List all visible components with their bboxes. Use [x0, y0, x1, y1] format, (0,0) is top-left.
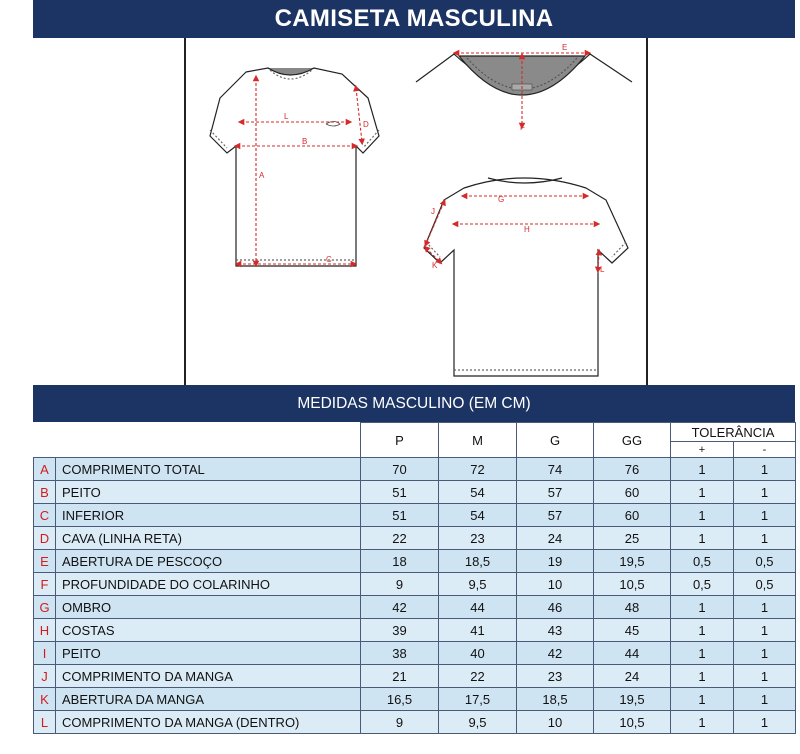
row-value-gg: 10,5: [594, 573, 671, 596]
table-row: [34, 665, 796, 688]
row-tolerance-minus: 1: [734, 596, 796, 619]
row-value-p: 70: [361, 458, 439, 481]
row-value-m: 22: [439, 665, 517, 688]
row-value-p: 38: [361, 642, 439, 665]
row-value-g: 24: [517, 527, 594, 550]
row-value-m: 44: [439, 596, 517, 619]
row-tolerance-plus: 1: [671, 527, 734, 550]
row-letter: G: [34, 596, 56, 619]
collar-detail-drawing: [416, 54, 632, 95]
row-tolerance-plus: 1: [671, 642, 734, 665]
row-tolerance-minus: 1: [734, 642, 796, 665]
row-value-p: 16,5: [361, 688, 439, 711]
row-value-p: 9: [361, 573, 439, 596]
back-label-j: J: [431, 207, 435, 216]
table-row: [34, 619, 796, 642]
row-value-m: 40: [439, 642, 517, 665]
measurements-table-body: [34, 458, 796, 734]
header-size-p: P: [361, 423, 439, 458]
front-tshirt-drawing: [210, 68, 379, 266]
table-row: [34, 596, 796, 619]
row-letter: D: [34, 527, 56, 550]
row-value-g: 10: [517, 711, 594, 734]
row-value-gg: 19,5: [594, 688, 671, 711]
row-tolerance-plus: 1: [671, 596, 734, 619]
row-value-p: 21: [361, 665, 439, 688]
row-value-gg: 45: [594, 619, 671, 642]
row-measure-name: COMPRIMENTO TOTAL: [56, 458, 361, 481]
row-value-gg: 19,5: [594, 550, 671, 573]
row-tolerance-plus: 1: [671, 688, 734, 711]
row-value-m: 54: [439, 481, 517, 504]
row-value-m: 72: [439, 458, 517, 481]
header-tolerance-minus: -: [734, 442, 796, 458]
row-measure-name: CAVA (LINHA RETA): [56, 527, 361, 550]
row-tolerance-minus: 1: [734, 665, 796, 688]
back-label-l: L: [600, 265, 605, 274]
row-value-g: 74: [517, 458, 594, 481]
row-value-g: 18,5: [517, 688, 594, 711]
page-title: CAMISETA MASCULINA: [33, 0, 795, 38]
row-tolerance-minus: 1: [734, 504, 796, 527]
row-value-gg: 10,5: [594, 711, 671, 734]
row-value-p: 51: [361, 481, 439, 504]
row-value-gg: 60: [594, 481, 671, 504]
front-label-d: D: [363, 120, 369, 129]
row-value-m: 54: [439, 504, 517, 527]
row-tolerance-plus: 0,5: [671, 573, 734, 596]
row-value-g: 10: [517, 573, 594, 596]
row-value-gg: 48: [594, 596, 671, 619]
row-tolerance-minus: 1: [734, 458, 796, 481]
row-tolerance-plus: 1: [671, 504, 734, 527]
table-row: [34, 481, 796, 504]
measurements-table: [33, 422, 796, 734]
row-value-m: 41: [439, 619, 517, 642]
row-measure-name: PROFUNDIDADE DO COLARINHO: [56, 573, 361, 596]
row-tolerance-plus: 1: [671, 665, 734, 688]
row-tolerance-plus: 1: [671, 711, 734, 734]
row-value-gg: 44: [594, 642, 671, 665]
row-letter: C: [34, 504, 56, 527]
front-label-b: B: [302, 137, 308, 146]
front-label-a: A: [259, 171, 265, 180]
header-size-m: M: [439, 423, 517, 458]
row-letter: A: [34, 458, 56, 481]
back-label-k: K: [432, 261, 438, 270]
row-measure-name: COMPRIMENTO DA MANGA (DENTRO): [56, 711, 361, 734]
row-value-p: 51: [361, 504, 439, 527]
header-size-gg: GG: [594, 423, 671, 458]
row-value-p: 9: [361, 711, 439, 734]
row-value-p: 42: [361, 596, 439, 619]
row-tolerance-plus: 1: [671, 481, 734, 504]
row-value-g: 57: [517, 504, 594, 527]
row-tolerance-plus: 1: [671, 619, 734, 642]
row-letter: F: [34, 573, 56, 596]
row-value-g: 19: [517, 550, 594, 573]
row-measure-name: COSTAS: [56, 619, 361, 642]
technical-drawing-panel: [184, 38, 648, 385]
table-row: [34, 642, 796, 665]
row-measure-name: PEITO: [56, 642, 361, 665]
header-tolerance-plus: +: [671, 442, 734, 458]
table-row: [34, 711, 796, 734]
row-measure-name: ABERTURA DA MANGA: [56, 688, 361, 711]
row-letter: I: [34, 642, 56, 665]
row-value-m: 9,5: [439, 573, 517, 596]
row-value-m: 9,5: [439, 711, 517, 734]
row-value-p: 22: [361, 527, 439, 550]
row-tolerance-minus: 1: [734, 711, 796, 734]
row-value-gg: 60: [594, 504, 671, 527]
row-value-g: 57: [517, 481, 594, 504]
row-measure-name: ABERTURA DE PESCOÇO: [56, 550, 361, 573]
row-tolerance-minus: 1: [734, 619, 796, 642]
header-tolerance: TOLERÂNCIA: [671, 423, 796, 442]
row-letter: H: [34, 619, 56, 642]
collar-label-e: E: [562, 43, 568, 52]
back-label-g: G: [498, 195, 505, 204]
row-value-p: 18: [361, 550, 439, 573]
row-value-g: 42: [517, 642, 594, 665]
table-row: [34, 573, 796, 596]
row-value-g: 46: [517, 596, 594, 619]
row-value-g: 43: [517, 619, 594, 642]
row-tolerance-minus: 0,5: [734, 550, 796, 573]
front-label-c: C: [326, 255, 332, 264]
row-value-gg: 24: [594, 665, 671, 688]
table-row: [34, 550, 796, 573]
collar-label-f: F: [520, 123, 525, 132]
row-value-g: 23: [517, 665, 594, 688]
header-size-g: G: [517, 423, 594, 458]
row-measure-name: INFERIOR: [56, 504, 361, 527]
row-letter: L: [34, 711, 56, 734]
row-measure-name: OMBRO: [56, 596, 361, 619]
row-value-gg: 76: [594, 458, 671, 481]
row-letter: B: [34, 481, 56, 504]
row-value-gg: 25: [594, 527, 671, 550]
row-value-m: 18,5: [439, 550, 517, 573]
table-row: [34, 527, 796, 550]
row-value-p: 39: [361, 619, 439, 642]
table-row: [34, 504, 796, 527]
row-value-m: 23: [439, 527, 517, 550]
row-tolerance-minus: 1: [734, 481, 796, 504]
row-letter: K: [34, 688, 56, 711]
row-tolerance-plus: 0,5: [671, 550, 734, 573]
table-header-row: [34, 423, 796, 442]
row-letter: E: [34, 550, 56, 573]
row-measure-name: COMPRIMENTO DA MANGA: [56, 665, 361, 688]
row-measure-name: PEITO: [56, 481, 361, 504]
back-label-h: H: [524, 225, 530, 234]
back-tshirt-drawing: [424, 178, 628, 376]
header-blank-cell: [34, 423, 361, 458]
row-tolerance-minus: 1: [734, 688, 796, 711]
row-letter: J: [34, 665, 56, 688]
row-value-m: 17,5: [439, 688, 517, 711]
table-row: [34, 688, 796, 711]
table-row: [34, 458, 796, 481]
row-tolerance-plus: 1: [671, 458, 734, 481]
front-label-l: L: [284, 112, 289, 121]
row-tolerance-minus: 0,5: [734, 573, 796, 596]
tshirt-technical-drawings: [186, 38, 646, 385]
row-tolerance-minus: 1: [734, 527, 796, 550]
section-title-bar: MEDIDAS MASCULINO (EM CM): [33, 385, 795, 422]
